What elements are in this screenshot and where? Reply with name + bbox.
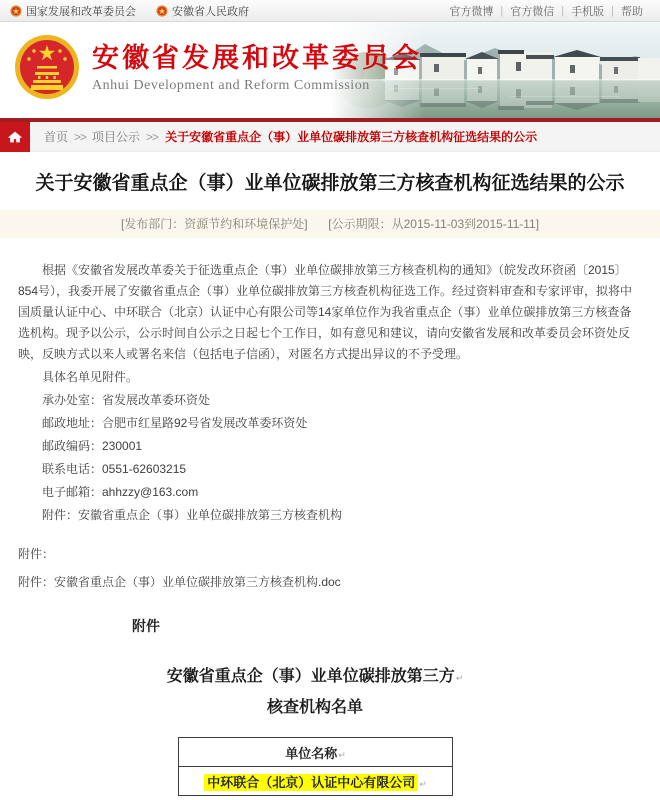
table-header-row: [179, 738, 453, 767]
link-weibo[interactable]: 官方微博: [449, 5, 494, 18]
brand-text: [92, 41, 422, 94]
topbar-divider: |: [500, 4, 504, 17]
national-emblem-logo: [14, 34, 80, 100]
table-row: [179, 767, 453, 796]
table-cell-org: [179, 767, 453, 796]
paragraph-address: 邮政地址：合肥市红星路92号省发展改革委环资处: [42, 416, 308, 430]
site-subtitle-en: Anhui Development and Reform Commission: [92, 77, 370, 93]
meta-department: [发布部门：资源节约和环境保护处]: [120, 217, 308, 231]
doc-title: [0, 662, 645, 723]
article-body: [0, 238, 660, 592]
highlighted-org-name: 中环联合（北京）认证中心有限公司: [204, 774, 418, 791]
topbar-left: [10, 3, 269, 19]
topbar-divider: |: [561, 4, 565, 17]
link-wechat[interactable]: 官方微信: [510, 5, 555, 18]
site-header: [0, 22, 660, 118]
gov-link-label: 安徽省人民政府: [172, 5, 249, 18]
breadcrumb-separator: >>: [74, 129, 87, 144]
article-title: 关于安徽省重点企（事）业单位碳排放第三方核查机构征选结果的公示: [35, 173, 625, 194]
word-return-mark: ↵: [338, 749, 346, 760]
paragraph-email: 电子邮箱：ahhzzy@163.com: [42, 485, 199, 499]
attachment-block: [18, 544, 642, 592]
paragraph-see-attachment: 具体名单见附件。: [42, 370, 139, 384]
site-title: 安徽省发展和改革委员会: [92, 42, 422, 73]
org-table: [178, 737, 453, 796]
paragraph-phone: 联系电话：0551-62603215: [42, 462, 187, 476]
attachment-doc-preview: [0, 616, 660, 796]
topbar: [0, 0, 660, 22]
meta-period: [公示期限：从2015-11-03到2015-11-11]: [328, 217, 540, 231]
link-mobile[interactable]: 手机版: [571, 5, 605, 18]
site-brand: [14, 34, 422, 100]
article: [0, 170, 660, 796]
breadcrumb-separator: >>: [146, 129, 159, 144]
breadcrumb-section[interactable]: 项目公示: [92, 130, 141, 144]
table-header-cell: [179, 738, 453, 767]
breadcrumb-home[interactable]: 首页: [44, 130, 69, 144]
doc-title-line1: 安徽省重点企（事）业单位碳排放第三方: [166, 668, 455, 685]
word-return-mark: ↵: [419, 778, 427, 789]
national-emblem-icon: [10, 5, 22, 17]
national-emblem-icon: [156, 5, 168, 17]
breadcrumb: [0, 122, 660, 152]
gov-link-label: 国家发展和改革委员会: [26, 5, 136, 18]
word-return-mark: ↵: [455, 673, 464, 683]
paragraph-postcode: 邮政编码：230001: [42, 439, 143, 453]
topbar-right: [442, 3, 650, 19]
paragraph-attachment-name: 附件：安徽省重点企（事）业单位碳排放第三方核查机构: [42, 508, 343, 522]
link-anhui-gov[interactable]: [156, 3, 249, 19]
attachment-doc-link[interactable]: 附件：安徽省重点企（事）业单位碳排放第三方核查机构.doc: [18, 575, 341, 589]
topbar-divider: |: [611, 4, 614, 17]
doc-heading: 附件: [132, 618, 160, 634]
breadcrumb-current: 关于安徽省重点企（事）业单位碳排放第三方核查机构征选结果的公示: [165, 130, 538, 144]
table-header-label: 单位名称: [285, 745, 338, 761]
home-button[interactable]: [0, 122, 30, 152]
attachment-label: 附件：: [18, 547, 55, 561]
article-meta-bar: [0, 210, 660, 238]
doc-title-line2: 核查机构名单: [266, 699, 363, 716]
link-ndrc[interactable]: [10, 3, 136, 19]
paragraph-office: 承办处室：省发展改革委环资处: [42, 393, 211, 407]
home-icon: [6, 128, 24, 146]
link-help[interactable]: 帮助: [621, 5, 643, 18]
paragraph-main: 根据《安徽省发展改革委关于征选重点企（事）业单位碳排放第三方核查机构的通知》（皖发改环资函〔2015〕854号），我委开展了安徽省重点企（事）业单位碳排放第三方核查机构征选工作。经过资料审查和专家评审，拟将中国质量认证中心、中环联合（北京）认证中心有限公司等14家单位作为我省重点企（事）业单位碳排放第三方核查备选机构。现予以公示，公示时间自公示之日起七个工作日，如有意见和建议，请向安徽省发展和改革委员会环资处反映，反映方式以来人或署名来信（包括电子信函），对匿名方式提出异议的不予受理。: [18, 263, 633, 361]
